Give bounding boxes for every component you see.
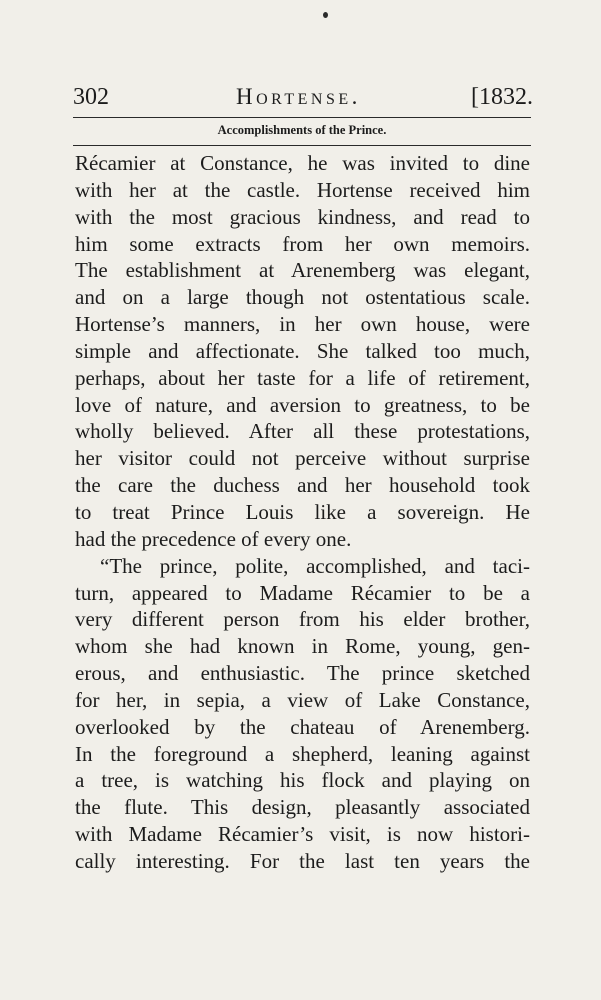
header-year: [1832. <box>471 84 533 110</box>
text-line: with the most gracious kindness, and read to <box>75 204 530 229</box>
print-speck <box>323 12 328 18</box>
text-line: erous, and enthusiastic. The prince sketched <box>75 661 530 686</box>
text-line: to treat Prince Louis like a sovereign. He <box>75 499 530 524</box>
header-rule-bottom <box>73 145 531 146</box>
text-line: Récamier at Constance, he was invited to dine <box>75 151 530 175</box>
text-line: her visitor could not perceive without surprise <box>75 446 530 471</box>
header-rule-top <box>73 117 531 118</box>
page-header <box>73 82 533 116</box>
text-line: The establishment at Arenemberg was elegant, <box>75 258 530 283</box>
text-line: a tree, is watching his flock and playing on <box>75 768 530 793</box>
text-line: with Madame Récamier’s visit, is now histori- <box>75 822 530 847</box>
text-line: Hortense’s manners, in her own house, were <box>75 312 530 337</box>
text-line: the flute. This design, pleasantly associated <box>75 795 530 820</box>
text-line: turn, appeared to Madame Récamier to be a <box>75 580 530 605</box>
text-line: “The prince, polite, accomplished, and taci- <box>100 553 530 578</box>
text-line: him some extracts from her own memoirs. <box>75 231 530 256</box>
text-line: simple and affectionate. She talked too much, <box>75 338 530 363</box>
body-text <box>75 150 530 875</box>
section-subheading: Accomplishments of the Prince. <box>217 123 387 137</box>
text-line: love of nature, and aversion to greatness, to be <box>75 392 530 417</box>
text-line: whom she had known in Rome, young, gen- <box>75 634 530 659</box>
text-line: had the precedence of every one. <box>75 526 352 551</box>
text-line: overlooked by the chateau of Arenemberg. <box>75 714 530 739</box>
text-line: for her, in sepia, a view of Lake Constance, <box>75 687 530 712</box>
text-line: cally interesting. For the last ten years the <box>75 848 530 873</box>
text-line: wholly believed. After all these protestations, <box>75 419 530 444</box>
text-line: with her at the castle. Hortense received him <box>75 177 530 202</box>
text-line: the care the duchess and her household took <box>75 473 530 498</box>
text-line: perhaps, about her taste for a life of retirement, <box>75 365 530 390</box>
text-line: and on a large though not ostentatious scale. <box>75 285 530 310</box>
running-title: Hortense. <box>236 84 361 109</box>
page-number: 302 <box>73 84 109 110</box>
text-line: very different person from his elder brother, <box>75 607 530 632</box>
text-line: In the foreground a shepherd, leaning against <box>75 741 530 766</box>
